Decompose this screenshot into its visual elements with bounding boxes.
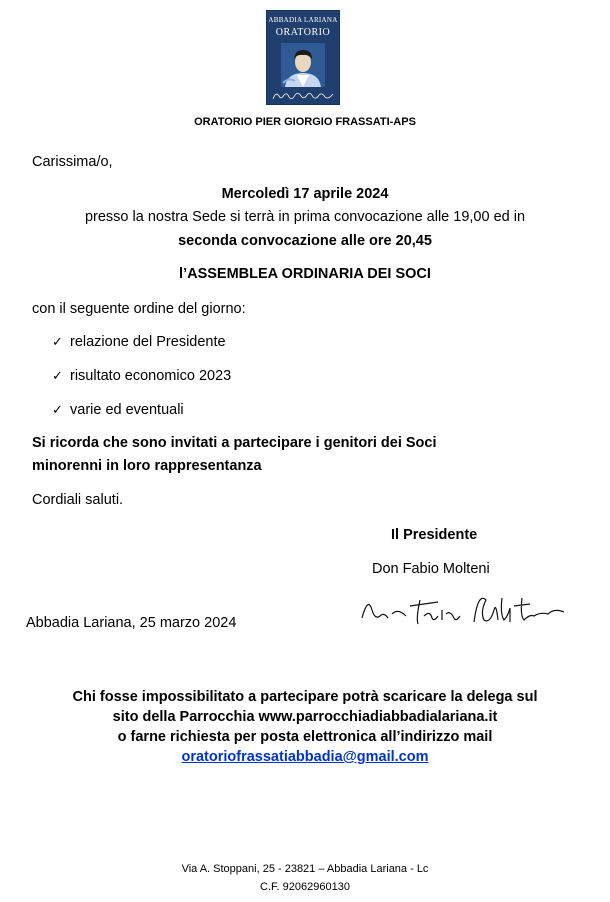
handwritten-signature: [358, 588, 573, 633]
reminder-line-1: Si ricorda che sono invitati a partecipare i genitori dei Soci: [32, 435, 437, 451]
logo-town: ABBADIA LARIANA: [268, 16, 338, 24]
agenda-item: relazione del Presidente: [70, 334, 226, 350]
salutation: Carissima/o,: [32, 154, 113, 170]
president-title: Il Presidente: [391, 527, 478, 543]
portrait-icon: [281, 43, 325, 87]
checkmark-icon: ✓: [52, 402, 63, 417]
tax-code: C.F. 92062960130: [260, 881, 350, 893]
first-call: presso la nostra Sede si terrà in prima convocazione alle 19,00 ed in: [84, 209, 526, 225]
logo-title: ORATORIO: [275, 27, 331, 38]
agenda-item: risultato economico 2023: [70, 368, 232, 384]
organization-name: ORATORIO PIER GIORGIO FRASSATI-APS: [194, 116, 416, 128]
checkmark-icon: ✓: [52, 334, 63, 349]
place-date: Abbadia Lariana, 25 marzo 2024: [26, 615, 237, 631]
meeting-date: Mercoledì 17 aprile 2024: [221, 186, 389, 202]
second-call: seconda convocazione alle ore 20,45: [178, 233, 432, 249]
agenda-item: varie ed eventuali: [70, 402, 184, 418]
closing: Cordiali saluti.: [32, 492, 124, 508]
assembly-title: l’ASSEMBLEA ORDINARIA DEI SOCI: [179, 266, 431, 282]
notice-line-1: Chi fosse impossibilitato a partecipare potrà scaricare la delega sul: [72, 689, 538, 705]
logo-signature: [271, 90, 335, 102]
address: Via A. Stoppani, 25 - 23821 – Abbadia Lariana - Lc: [181, 863, 429, 875]
notice-line-2: sito della Parrocchia www.parrocchiadiabbadialariana.it: [112, 709, 498, 725]
checkmark-icon: ✓: [52, 368, 63, 383]
notice-line-3: o farne richiesta per posta elettronica all’indirizzo mail: [117, 729, 493, 745]
reminder-line-2: minorenni in loro rappresentanza: [32, 458, 262, 474]
agenda-list: [0, 333, 610, 433]
email-link[interactable]: oratoriofrassatiabbadia@gmail.com: [181, 749, 429, 765]
agenda-intro: con il seguente ordine del giorno:: [32, 301, 246, 317]
oratorio-logo: [266, 10, 340, 105]
president-name: Don Fabio Molteni: [372, 561, 490, 577]
